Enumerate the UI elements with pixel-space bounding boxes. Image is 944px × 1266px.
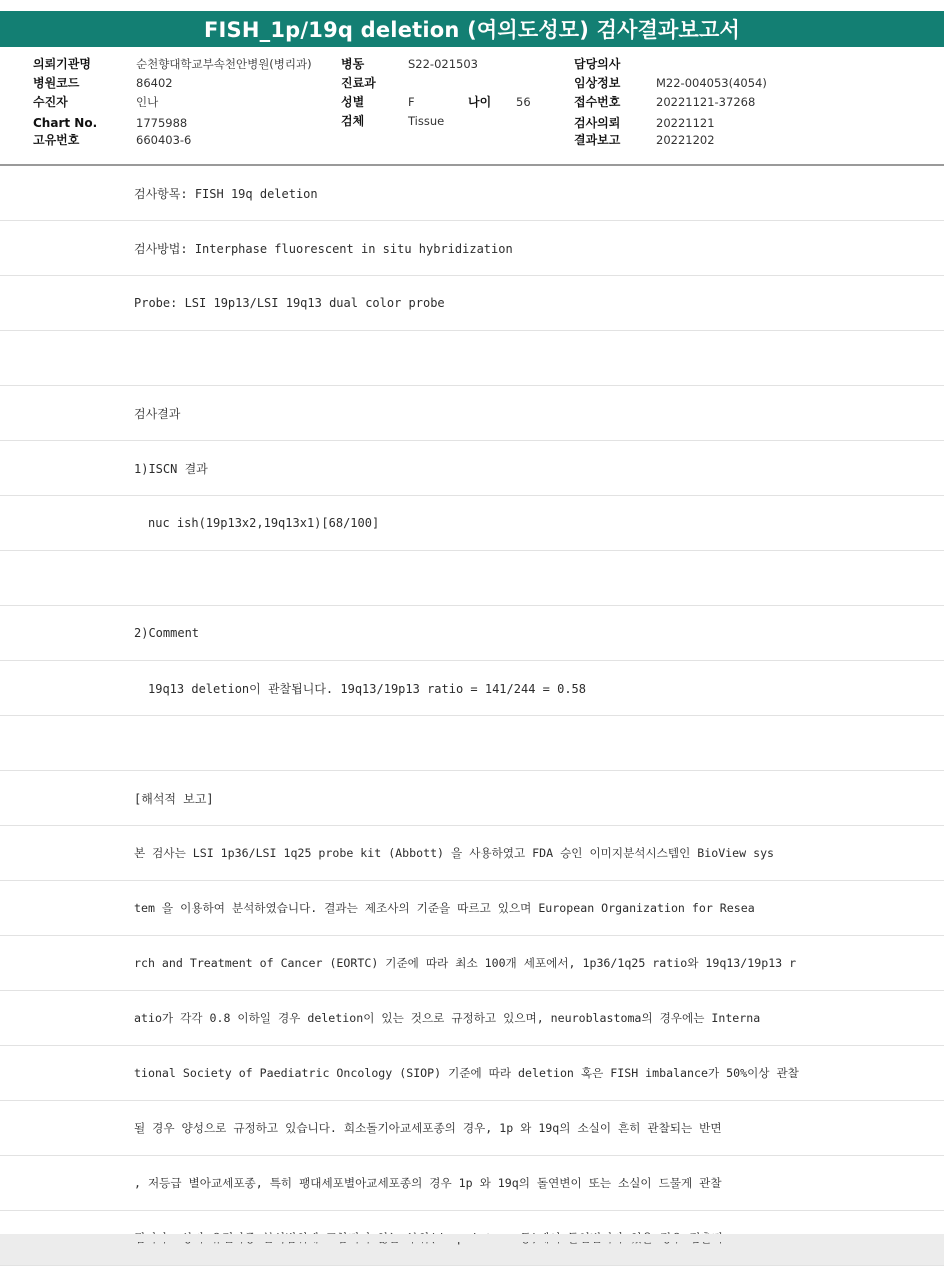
institution-label: 의뢰기관명: [33, 57, 91, 71]
request-date-value: 20221121: [656, 116, 715, 130]
dept-label: 진료과: [341, 76, 376, 90]
specimen-value: Tissue: [408, 114, 445, 128]
line-text: rch and Treatment of Cancer (EORTC) 기준에 따라 최소 100개 세포에서, 1p36/1q25 ratio와 19q13/19p13 r: [134, 956, 797, 970]
patient-value: 인나: [136, 95, 159, 109]
line-text: 될 경우 양성으로 규정하고 있습니다. 희소돌기아교세포종의 경우, 1p 와 19q의 소실이 흔히 관찰되는 반면: [134, 1121, 722, 1135]
specimen-label: 검체: [341, 114, 365, 128]
line-text: Probe: LSI 19p13/LSI 19q13 dual color probe: [134, 296, 445, 310]
line-text: 검사방법: Interphase fluorescent in situ hybridization: [134, 241, 513, 256]
receipt-no-value: 20221121-37268: [656, 95, 756, 109]
line-text: tional Society of Paediatric Oncology (SIOP) 기준에 따라 deletion 혹은 FISH imbalance가 50%이상 관찰: [134, 1066, 799, 1080]
line-text: 검사항목: FISH 19q deletion: [134, 186, 318, 201]
clinical-info-label: 임상정보: [574, 76, 621, 90]
ward-label: 병동: [341, 57, 365, 71]
report-line: [0, 386, 944, 441]
hospital-code-value: 86402: [136, 76, 173, 90]
line-text: nuc ish(19p13x2,19q13x1)[68/100]: [148, 516, 380, 530]
report-line: [0, 1101, 944, 1156]
patient-info-panel: [0, 50, 944, 166]
report-line: [0, 606, 944, 661]
report-line: [0, 166, 944, 221]
chart-no-value: 1775988: [136, 116, 188, 130]
chart-no-label: Chart No.: [33, 116, 98, 130]
line-text: , 저등급 별아교세포종, 특히 팽대세포별아교세포종의 경우 1p 와 19q의 돌연변이 또는 소실이 드물게 관찰: [134, 1176, 722, 1190]
line-text: atio가 각각 0.8 이하일 경우 deletion이 있는 것으로 규정하고 있으며, neuroblastoma의 경우에는 Interna: [134, 1011, 761, 1025]
age-label: 나이: [468, 95, 492, 109]
line-text: 검사결과: [134, 406, 181, 421]
report-line: [0, 1156, 944, 1211]
report-line: [0, 551, 944, 606]
ward-value: S22-021503: [408, 57, 478, 71]
line-text: [해석적 보고]: [134, 791, 214, 806]
result-date-label: 결과보고: [574, 133, 621, 147]
line-text: 1)ISCN 결과: [134, 461, 208, 476]
unique-no-value: 660403-6: [136, 133, 192, 147]
report-line: [0, 881, 944, 936]
report-title: FISH_1p/19q deletion (여의도성모) 검사결과보고서: [0, 11, 944, 47]
clinical-info-value: M22-004053(4054): [656, 76, 767, 90]
report-line: [0, 221, 944, 276]
sex-label: 성별: [341, 95, 365, 109]
report-line: [0, 496, 944, 551]
line-text: tem 을 이용하여 분석하였습니다. 결과는 제조사의 기준을 따르고 있으며 European Organization for Resea: [134, 901, 755, 915]
report-line: [0, 991, 944, 1046]
unique-no-label: 고유번호: [33, 133, 80, 147]
report-line: [0, 1046, 944, 1101]
report-line: [0, 441, 944, 496]
patient-label: 수진자: [33, 95, 68, 109]
report-line: [0, 936, 944, 991]
doctor-label: 담당의사: [574, 57, 621, 71]
report-body: [0, 166, 944, 1234]
line-text: 19q13 deletion이 관찰됩니다. 19q13/19p13 ratio = 141/244 = 0.58: [148, 681, 587, 696]
report-line: [0, 826, 944, 881]
report-line: [0, 716, 944, 771]
bottom-edge: [0, 1234, 944, 1242]
result-date-value: 20221202: [656, 133, 715, 147]
age-value: 56: [516, 95, 531, 109]
report-line: [0, 661, 944, 716]
line-text: 본 검사는 LSI 1p36/LSI 1q25 probe kit (Abbott) 을 사용하였고 FDA 승인 이미지분석시스템인 BioView sys: [134, 846, 775, 860]
sex-value: F: [408, 95, 415, 109]
report-line: [0, 331, 944, 386]
request-date-label: 검사의뢰: [574, 116, 621, 130]
institution-value: 순천향대학교부속천안병원(병리과): [136, 57, 312, 71]
line-text: 2)Comment: [134, 626, 200, 640]
report-line: [0, 276, 944, 331]
receipt-no-label: 접수번호: [574, 95, 621, 109]
report-line: [0, 771, 944, 826]
hospital-code-label: 병원코드: [33, 76, 80, 90]
